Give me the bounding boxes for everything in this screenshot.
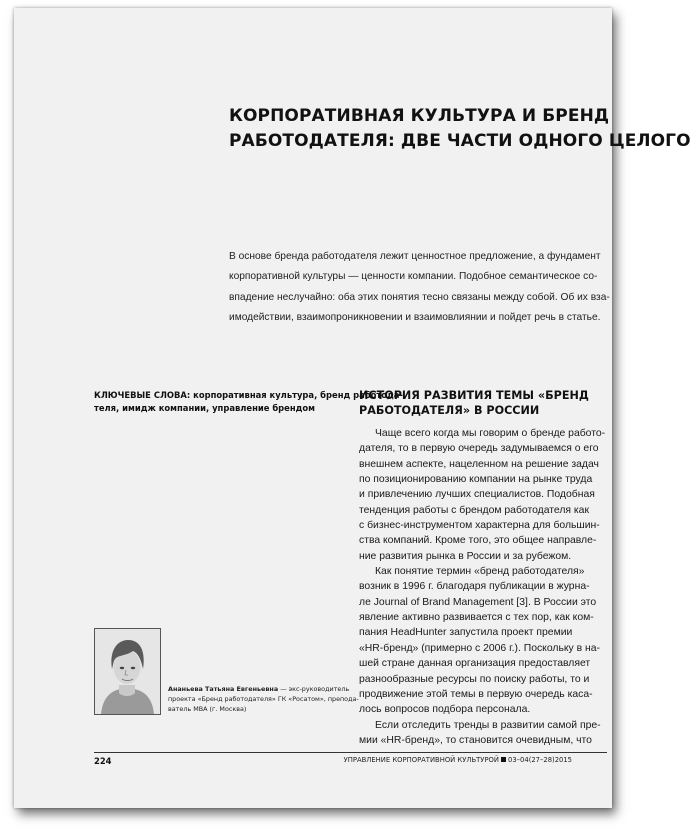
abstract-line: В основе бренда работодателя лежит ценностное предложение, а фундамент — [229, 251, 601, 262]
section-heading-line: РАБОТОДАТЕЛЯ» В РОССИИ — [359, 404, 540, 417]
section-heading-line: ИСТОРИЯ РАЗВИТИЯ ТЕМЫ «БРЕНД — [359, 389, 589, 402]
section-heading — [359, 388, 619, 418]
abstract-line: впадение неслучайно: оба этих понятия тесно связаны между собой. Об их вза- — [229, 291, 610, 303]
article-abstract — [229, 247, 610, 328]
body-line: ства компаний. Кроме того, это общее направле- — [359, 535, 597, 547]
journal-issue: 03–04(27–28)2015 — [508, 756, 572, 764]
page-number: 224 — [94, 756, 112, 766]
article-title-line: РАБОТОДАТЕЛЯ: ДВЕ ЧАСТИ ОДНОГО ЦЕЛОГО — [229, 131, 691, 151]
body-line: Если отследить тренды в развитии самой пре- — [375, 719, 601, 731]
keywords-line: теля, имидж компании, управление брендом — [94, 402, 316, 413]
body-line: шей стране данная организация предоставляет — [359, 658, 591, 670]
body-line: внешнем аспекте, нацеленном на решение задач — [359, 458, 599, 470]
author-caption — [168, 684, 359, 714]
body-line: с бизнес-инструментом характерна для большин- — [359, 520, 600, 532]
body-line: тенденция работы с брендом работодателя как — [359, 504, 589, 516]
keywords-line: КЛЮЧЕВЫЕ СЛОВА: корпоративная культура, бренд работода- — [94, 390, 403, 400]
body-line: разнообразные ресурсы по поиску работы, то и — [359, 673, 590, 685]
author-name: Ананьева Татьяна Евгеньевна — [168, 685, 279, 693]
body-line: дателя, то в первую очередь задумываемся о его — [359, 443, 599, 455]
article-title — [229, 104, 691, 154]
author-portrait-icon — [95, 629, 160, 714]
journal-name: УПРАВЛЕНИЕ КОРПОРАТИВНОЙ КУЛЬТУРОЙ — [343, 756, 499, 764]
footer-divider — [94, 752, 607, 753]
body-line: пания HeadHunter запустила проект премии — [359, 627, 573, 639]
body-line: ние развития рынка в России и за рубежом. — [359, 550, 572, 562]
body-line: Как понятие термин «бренд работодателя» — [375, 566, 585, 578]
square-bullet-icon — [501, 757, 506, 762]
body-line: возник в 1996 г. благодаря публикации в журна- — [359, 581, 590, 593]
body-text — [359, 426, 609, 748]
journal-page — [14, 8, 691, 808]
author-photo — [94, 628, 161, 715]
article-title-line: КОРПОРАТИВНАЯ КУЛЬТУРА И БРЕНД — [229, 106, 610, 126]
body-line: «HR-бренд» (примерно с 2006 г.). Поскольку в на- — [359, 642, 600, 654]
body-line: явление активно развивается с тех пор, как ком- — [359, 612, 594, 624]
body-line: лось вопросов подбора персонала. — [359, 704, 531, 716]
body-line: мии «HR-бренд», то становится очевидным, что — [359, 734, 592, 746]
author-role-line: ватель MBA (г. Москва) — [168, 705, 247, 713]
body-line: продвижение этой темы в первую очередь касa- — [359, 688, 593, 700]
journal-footer — [344, 756, 572, 764]
abstract-line: имодействии, взаимопроникновении и взаимовлиянии и пойдет речь в статье. — [229, 311, 601, 323]
abstract-line: корпоративной культуры — ценности компании. Подобное семантическое со- — [229, 271, 598, 283]
body-line: ле Journal of Brand Management [3]. В России это — [359, 596, 597, 608]
body-line: Чаще всего когда мы говорим о бренде работо- — [375, 428, 606, 439]
author-role: — экс-руководитель — [278, 685, 350, 693]
body-line: и привлечению лучших специалистов. Подобная — [359, 489, 595, 501]
author-role-line: проекта «Бренд работодателя» ГК «Росатом», препода- — [168, 695, 359, 703]
body-line: по позиционированию компании на рынке труда — [359, 474, 593, 486]
keywords-block — [94, 389, 403, 414]
